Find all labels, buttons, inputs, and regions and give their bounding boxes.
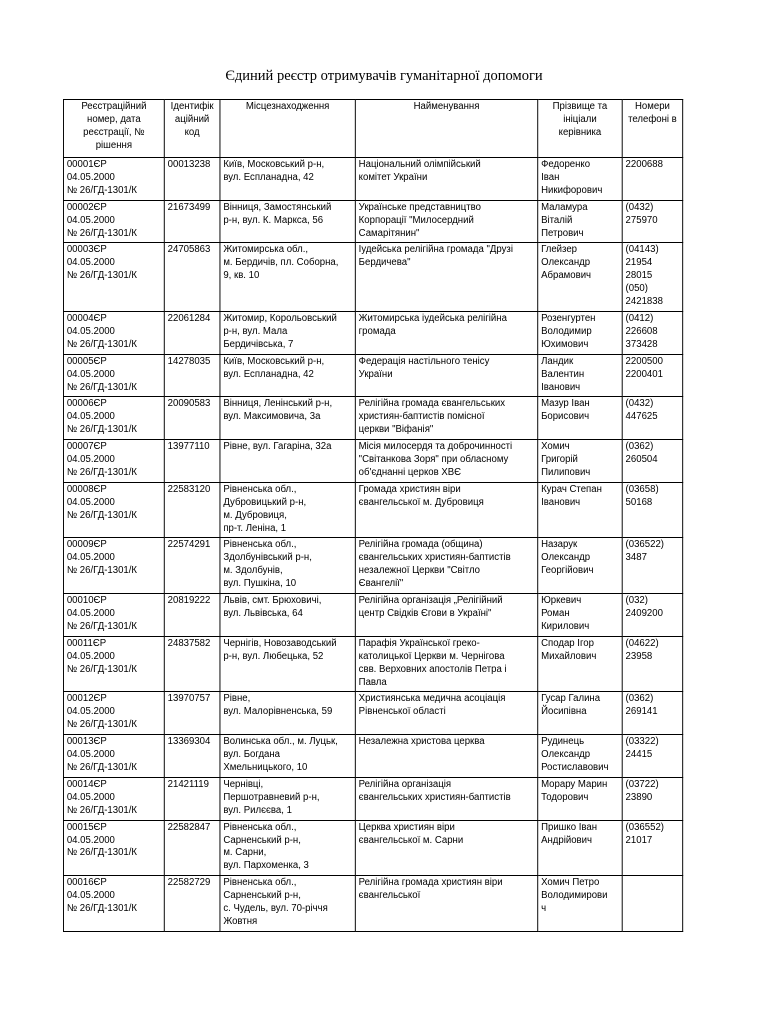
cell-registration: 00006ЄР 04.05.2000 № 26/ГД-1301/К	[63, 397, 164, 440]
cell-head: Мазур Іван Борисович	[538, 397, 622, 440]
header-registration: Реєстраційний номер, дата реєстрації, № рішення	[63, 100, 164, 158]
cell-head: Маламура Віталій Петрович	[538, 200, 622, 243]
cell-location: Житомирська обл., м. Бердичів, пл. Соборна, 9, кв. 10	[220, 243, 355, 312]
cell-registration: 00008ЄР 04.05.2000 № 26/ГД-1301/К	[63, 482, 164, 538]
cell-head: Юркевич Роман Кирилович	[538, 594, 622, 637]
cell-name: Релігійна громада євангельських християн-баптистів помісної церкви "Віфанія"	[355, 397, 537, 440]
cell-phones: 2200688	[622, 158, 682, 201]
header-id-code: Ідентифік аційний код	[164, 100, 220, 158]
cell-head: Назарук Олександр Георгійович	[538, 538, 622, 594]
cell-id-code: 13369304	[164, 735, 220, 778]
cell-head: Розенгуртен Володимир Юхимович	[538, 311, 622, 354]
cell-id-code: 22061284	[164, 311, 220, 354]
cell-location: Вінниця, Замостянський р-н, вул. К. Маркса, 56	[220, 200, 355, 243]
cell-name: Національний олімпійський комітет України	[355, 158, 537, 201]
cell-id-code: 21421119	[164, 777, 220, 820]
cell-registration: 00010ЄР 04.05.2000 № 26/ГД-1301/К	[63, 594, 164, 637]
cell-name: Місія милосердя та доброчинності "Світанкова Зоря" при обласному об'єднанні церков ХВЄ	[355, 440, 537, 483]
cell-name: Українське представництво Корпорації "Милосердний Самарітянин"	[355, 200, 537, 243]
cell-id-code: 22574291	[164, 538, 220, 594]
cell-location: Рівне, вул. Гагаріна, 32а	[220, 440, 355, 483]
cell-id-code: 21673499	[164, 200, 220, 243]
cell-phones	[622, 876, 682, 932]
cell-id-code: 13970757	[164, 692, 220, 735]
table-row	[63, 397, 682, 440]
cell-phones: (04622) 23958	[622, 636, 682, 692]
cell-id-code: 22582729	[164, 876, 220, 932]
cell-location: Чернігів, Новозаводський р-н, вул. Любецька, 52	[220, 636, 355, 692]
header-phones: Номери телефоні в	[622, 100, 682, 158]
cell-head: Курач Степан Іванович	[538, 482, 622, 538]
table-row	[63, 158, 682, 201]
table-row	[63, 354, 682, 397]
cell-phones: (03722) 23890	[622, 777, 682, 820]
cell-registration: 00015ЄР 04.05.2000 № 26/ГД-1301/К	[63, 820, 164, 876]
cell-name: Релігійна громада (община) євангельських християн-баптистів незалежної Церкви "Світло Євангелії"	[355, 538, 537, 594]
cell-phones: (032) 2409200	[622, 594, 682, 637]
table-row	[63, 777, 682, 820]
cell-location: Житомир, Корольовський р-н, вул. Мала Бердичівська, 7	[220, 311, 355, 354]
table-row	[63, 482, 682, 538]
cell-name: Іудейська релігійна громада "Друзі Бердичева"	[355, 243, 537, 312]
cell-phones: (04143) 21954 28015 (050) 2421838	[622, 243, 682, 312]
cell-location: Волинська обл., м. Луцьк, вул. Богдана Хмельницького, 10	[220, 735, 355, 778]
registry-table	[63, 99, 683, 932]
cell-registration: 00014ЄР 04.05.2000 № 26/ГД-1301/К	[63, 777, 164, 820]
cell-registration: 00004ЄР 04.05.2000 № 26/ГД-1301/К	[63, 311, 164, 354]
cell-head: Пришко Іван Андрійович	[538, 820, 622, 876]
cell-head: Хомич Петро Володимирови ч	[538, 876, 622, 932]
cell-id-code: 20090583	[164, 397, 220, 440]
cell-registration: 00001ЄР 04.05.2000 № 26/ГД-1301/К	[63, 158, 164, 201]
cell-name: Житомирська іудейська релігійна громада	[355, 311, 537, 354]
cell-registration: 00003ЄР 04.05.2000 № 26/ГД-1301/К	[63, 243, 164, 312]
cell-location: Львів, смт. Брюховичі, вул. Львівська, 64	[220, 594, 355, 637]
cell-id-code: 22583120	[164, 482, 220, 538]
cell-phones: (0432) 275970	[622, 200, 682, 243]
cell-phones: 2200500 2200401	[622, 354, 682, 397]
cell-name: Федерація настільного тенісу України	[355, 354, 537, 397]
cell-location: Вінниця, Ленінський р-н, вул. Максимовича, 3а	[220, 397, 355, 440]
cell-location: Рівненська обл., Дубровицький р-н, м. Дубровиця, пр-т. Леніна, 1	[220, 482, 355, 538]
cell-registration: 00002ЄР 04.05.2000 № 26/ГД-1301/К	[63, 200, 164, 243]
cell-location: Київ, Московський р-н, вул. Еспланадна, 42	[220, 354, 355, 397]
cell-name: Парафія Української греко- католицької Церкви м. Чернігова свв. Верховних апостолів Петра і Павла	[355, 636, 537, 692]
cell-registration: 00012ЄР 04.05.2000 № 26/ГД-1301/К	[63, 692, 164, 735]
header-location: Місцезнаходження	[220, 100, 355, 158]
cell-registration: 00009ЄР 04.05.2000 № 26/ГД-1301/К	[63, 538, 164, 594]
cell-head: Глейзер Олександр Абрамович	[538, 243, 622, 312]
cell-name: Релігійна організація євангельських християн-баптистів	[355, 777, 537, 820]
header-head: Прізвище та ініціали керівника	[538, 100, 622, 158]
cell-head: Федоренко Іван Никифорович	[538, 158, 622, 201]
cell-id-code: 14278035	[164, 354, 220, 397]
table-row	[63, 692, 682, 735]
table-row	[63, 200, 682, 243]
cell-registration: 00011ЄР 04.05.2000 № 26/ГД-1301/К	[63, 636, 164, 692]
cell-registration: 00005ЄР 04.05.2000 № 26/ГД-1301/К	[63, 354, 164, 397]
cell-phones: (03658) 50168	[622, 482, 682, 538]
cell-phones: (0362) 260504	[622, 440, 682, 483]
table-row	[63, 594, 682, 637]
table-row	[63, 820, 682, 876]
table-row	[63, 538, 682, 594]
cell-name: Незалежна христова церква	[355, 735, 537, 778]
cell-registration: 00007ЄР 04.05.2000 № 26/ГД-1301/К	[63, 440, 164, 483]
table-row	[63, 735, 682, 778]
cell-head: Морару Марин Тодорович	[538, 777, 622, 820]
table-row	[63, 440, 682, 483]
cell-location: Чернівці, Першотравневий р-н, вул. Рилєєва, 1	[220, 777, 355, 820]
header-row	[63, 100, 682, 158]
cell-location: Рівненська обл., Сарненський р-н, с. Чудель, вул. 70-річчя Жовтня	[220, 876, 355, 932]
cell-id-code: 20819222	[164, 594, 220, 637]
table-row	[63, 243, 682, 312]
cell-id-code: 00013238	[164, 158, 220, 201]
cell-phones: (0412) 226608 373428	[622, 311, 682, 354]
cell-head: Рудинець Олександр Ростиславович	[538, 735, 622, 778]
cell-name: Християнська медична асоціація Рівненської області	[355, 692, 537, 735]
cell-phones: (0362) 269141	[622, 692, 682, 735]
cell-phones: (0432) 447625	[622, 397, 682, 440]
table-row	[63, 636, 682, 692]
cell-phones: (036552) 21017	[622, 820, 682, 876]
cell-id-code: 13977110	[164, 440, 220, 483]
cell-phones: (036522) 3487	[622, 538, 682, 594]
cell-phones: (03322) 24415	[622, 735, 682, 778]
cell-head: Гусар Галина Йосипівна	[538, 692, 622, 735]
header-name: Найменування	[355, 100, 537, 158]
cell-location: Рівненська обл., Здолбунівський р-н, м. Здолбунів, вул. Пушкіна, 10	[220, 538, 355, 594]
cell-id-code: 22582847	[164, 820, 220, 876]
cell-location: Рівненська обл., Сарненський р-н, м. Сарни, вул. Пархоменка, 3	[220, 820, 355, 876]
cell-id-code: 24705863	[164, 243, 220, 312]
cell-name: Громада християн віри євангельської м. Дубровиця	[355, 482, 537, 538]
cell-head: Сподар Ігор Михайлович	[538, 636, 622, 692]
document-title: Єдиний реєстр отримувачів гуманітарної допомоги	[225, 68, 543, 84]
table-row	[63, 311, 682, 354]
cell-head: Ландик Валентин Іванович	[538, 354, 622, 397]
cell-name: Церква християн віри євангельської м. Сарни	[355, 820, 537, 876]
cell-location: Рівне, вул. Малорівненська, 59	[220, 692, 355, 735]
cell-id-code: 24837582	[164, 636, 220, 692]
cell-name: Релігійна громада християн віри євангельської	[355, 876, 537, 932]
table-row	[63, 876, 682, 932]
cell-name: Релігійна організація „Релігійний центр Свідків Єгови в Україні"	[355, 594, 537, 637]
cell-location: Київ, Московський р-н, вул. Еспланадна, 42	[220, 158, 355, 201]
cell-registration: 00016ЄР 04.05.2000 № 26/ГД-1301/К	[63, 876, 164, 932]
cell-head: Хомич Григорій Пилипович	[538, 440, 622, 483]
cell-registration: 00013ЄР 04.05.2000 № 26/ГД-1301/К	[63, 735, 164, 778]
